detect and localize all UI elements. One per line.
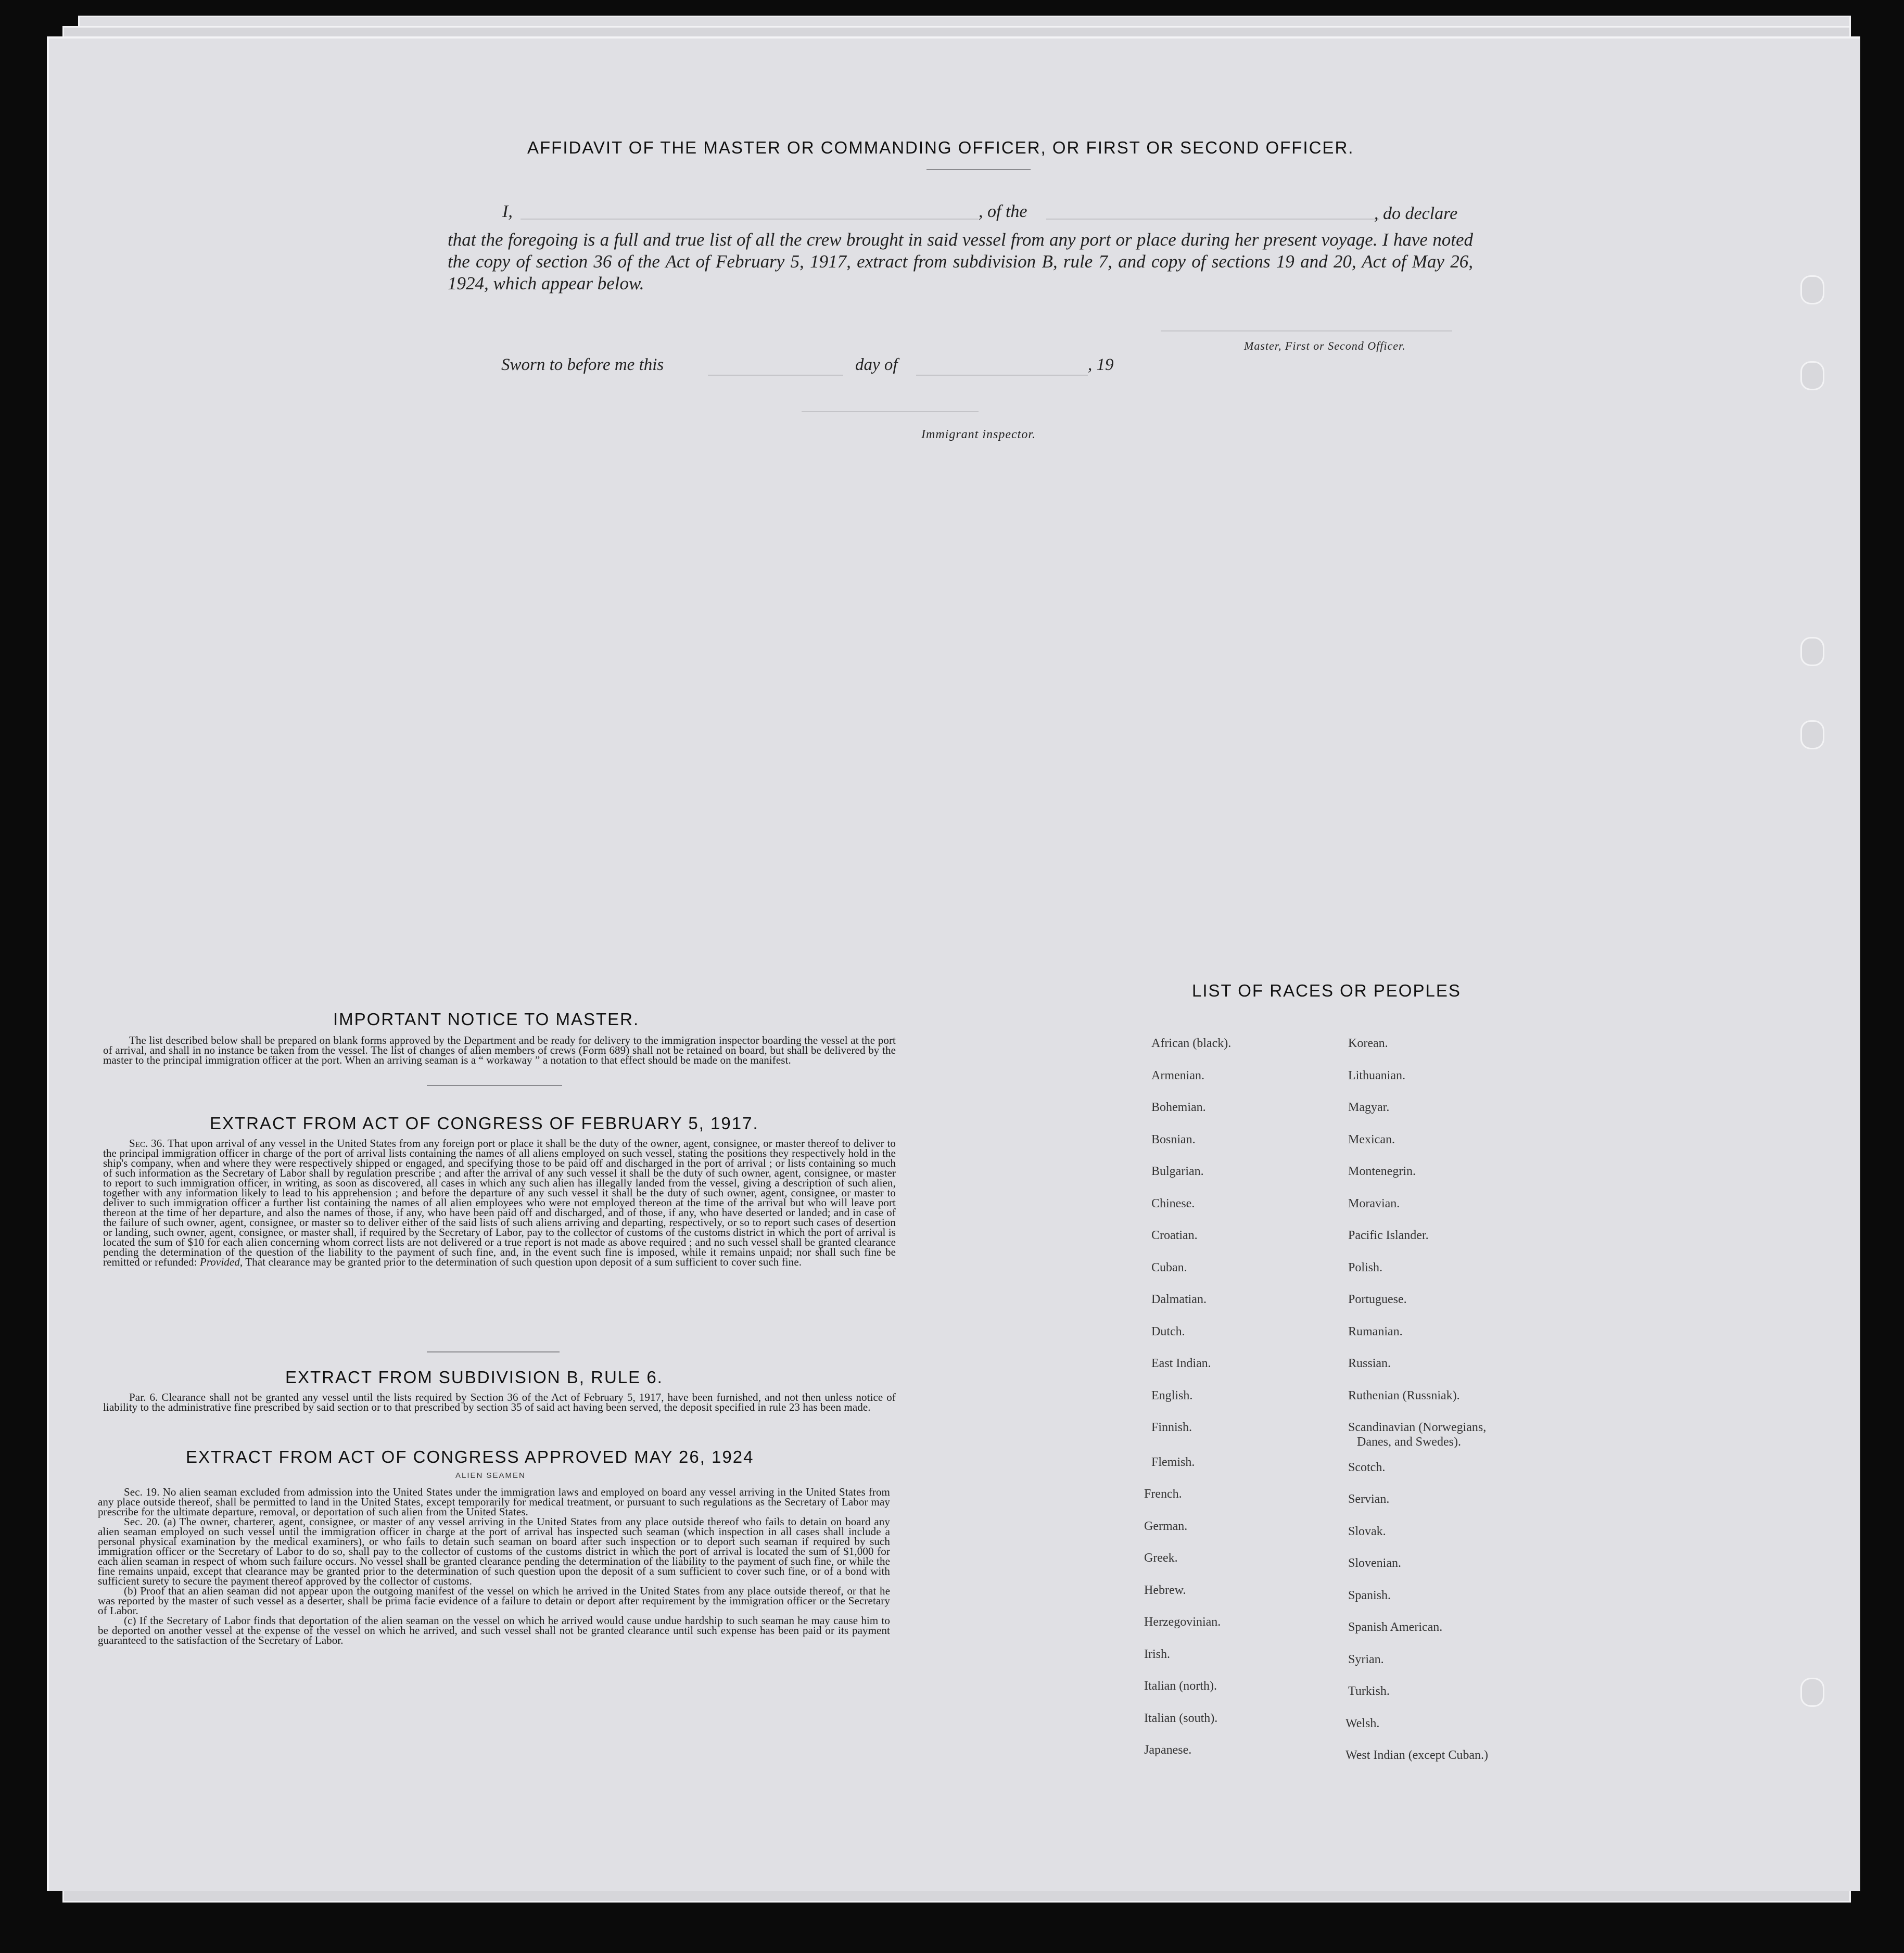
race-item: Korean. <box>1348 1037 1388 1050</box>
race-item: African (black). <box>1151 1037 1232 1050</box>
race-item: Lithuanian. <box>1348 1068 1405 1082</box>
race-item: Montenegrin. <box>1348 1165 1416 1178</box>
race-item: Herzegovinian. <box>1144 1615 1221 1629</box>
affidavit-body: that the foregoing is a full and true list of all the crew brought in said vessel from any port or place during her present voyage. I have noted the copy of section 36 of the Act of February 5, 1917, extract from subdivision B, rule 7, and copy of sections 19 and 20, Act of May 26, 1924, which appear below. <box>448 229 1473 293</box>
inspector-label: Immigrant inspector. <box>921 428 1036 441</box>
vessel-blank-line <box>1046 219 1379 220</box>
race-item: Scotch. <box>1348 1460 1386 1474</box>
race-item: Dutch. <box>1151 1324 1185 1338</box>
extract-1917-body <box>103 1139 896 1267</box>
section-19-text: Sec. 19. No alien seaman excluded from admission into the United States under the immigration laws and employed on board any vessel arriving in the United States from any place outside thereof, shall be permitted to land in the United States, except temporarily for medical treatment, or pursuant to such regulations as the Secretary of Labor may prescribe for the ultimate departure, removal, or deportation of such alien from the United States. <box>98 1486 890 1518</box>
master-signature-line <box>1161 330 1452 331</box>
alien-seamen-subtitle: ALIEN SEAMEN <box>455 1471 526 1480</box>
race-item: Portuguese. <box>1348 1293 1407 1306</box>
race-item: Syrian. <box>1348 1652 1384 1666</box>
punch-hole-icon <box>1800 720 1824 749</box>
race-item: Ruthenian (Russniak). <box>1348 1388 1460 1402</box>
race-item-continuation: Danes, and Swedes). <box>1357 1435 1461 1449</box>
race-item: English. <box>1151 1388 1193 1402</box>
punch-hole-icon <box>1800 361 1824 390</box>
races-title: LIST OF RACES OR PEOPLES <box>1192 981 1461 1000</box>
section-20c-text: (c) If the Secretary of Labor finds that deportation of the alien seaman on the vessel on which he arrived would cause undue hardship to such seaman he may cause him to be deported on another vessel at the expense of the vessel on which he arrived, and such vessel shall not be granted clearance until such expense has been paid or its payment guaranteed to the satisfaction of the Secretary of Labor. <box>98 1614 890 1646</box>
year-text: , 19 <box>1088 355 1114 374</box>
section-20a-text: Sec. 20. (a) The owner, charterer, agent, consignee, or master of any vessel arriving in the United States from any place outside thereof who fails to detain on board any alien seaman employed on such vessel until the immigration officer in charge at the port of arrival has inspected such seaman (which inspection in all cases shall include a personal physical examination by the medical examiners), or who fails to detain such seaman on board after such inspection or to deport such seaman if required by such immigration officer or the Secretary of Labor to do so, shall pay to the collector of customs of the customs district in which the port of arrival is located the sum of $1,000 for each alien seaman in respect of whom such failure occurs. No vessel shall be granted clearance pending the determination of the liability to the payment of such fine, or while the fine remains unpaid, except that clearance may be granted prior to the determination of such question upon the deposit of a sum sufficient to cover such fine, or of a bond with sufficient surety to secure the payment thereof approved by the collector of customs. <box>98 1515 890 1587</box>
race-item: Bulgarian. <box>1151 1165 1204 1178</box>
provided-word: Provided, <box>199 1256 243 1268</box>
rule6-title: EXTRACT FROM SUBDIVISION B, RULE 6. <box>285 1368 663 1387</box>
punch-hole-icon <box>1800 1678 1824 1707</box>
punch-hole-icon <box>1800 637 1824 666</box>
section-20b-text: (b) Proof that an alien seaman did not appear upon the outgoing manifest of the vessel on which he arrived in the United States from any place outside thereof, or that he was reported by the master of such vessel as a deserter, shall be prima facie evidence of a failure to detain or deport after requirement by the immigration officer or the Secretary of Labor. <box>98 1585 890 1617</box>
section-36-label: Sec. 36. <box>129 1137 165 1150</box>
affidavit-of-the: , of the <box>979 202 1027 221</box>
inspector-signature-line <box>802 411 979 412</box>
race-item: East Indian. <box>1151 1357 1211 1370</box>
race-item: Bohemian. <box>1151 1101 1206 1114</box>
extract-1924-body <box>98 1487 890 1645</box>
race-item: Rumanian. <box>1348 1324 1403 1338</box>
race-item: Bosnian. <box>1151 1132 1196 1146</box>
race-item: Spanish American. <box>1348 1620 1443 1634</box>
race-item: Cuban. <box>1151 1260 1187 1274</box>
affidavit-declare: , do declare <box>1374 204 1458 223</box>
month-blank-line <box>916 375 1088 376</box>
race-item: Moravian. <box>1348 1196 1400 1210</box>
day-blank-line <box>708 375 843 376</box>
race-item: French. <box>1144 1487 1182 1501</box>
race-item: Italian (north). <box>1144 1679 1217 1693</box>
race-item: Croatian. <box>1151 1229 1198 1242</box>
notice-body <box>103 1036 896 1065</box>
race-item: Welsh. <box>1346 1716 1380 1730</box>
race-item: West Indian (except Cuban.) <box>1346 1748 1488 1762</box>
name-blank-line <box>521 219 979 220</box>
punch-hole-icon <box>1800 275 1824 304</box>
extract-1924-title: EXTRACT FROM ACT OF CONGRESS APPROVED MAY 26, 1924 <box>186 1447 754 1466</box>
race-item: Italian (south). <box>1144 1711 1218 1725</box>
title-divider <box>926 169 1031 170</box>
notice-title: IMPORTANT NOTICE TO MASTER. <box>333 1010 640 1029</box>
race-item: Scandinavian (Norwegians, <box>1348 1421 1487 1434</box>
section-36-text: That upon arrival of any vessel in the United States from any foreign port or place it shall be the duty of the owner, agent, consignee, or master thereof to deliver to the principal immigration officer in charge of the port of arrival lists containing the names of all aliens employed on such vessel, stating the positions they respectively hold in the ship's company, when and where they were respectively shipped or engaged, and specifying those to be paid off and discharged in the port of arrival ; or lists containing so much of such information as the Secretary of Labor shall by regulation prescribe ; and after the arrival of any such vessel it shall be the duty of such owner, agent, consignee, or master to report to such immigration officer, in writing, as soon as discovered, all cases in which any such alien has illegally landed from the vessel, giving a description of such alien, together with any information likely to lead to his apprehension ; and before the departure of any such vessel it shall be the duty of such owner, agent, consignee, or master to deliver to such immigration officer a further list containing the names of all alien employees who were not employed thereon at the time of the arrival but who will leave port thereon at the time of her departure, and also the names of those, if any, who have been paid off and discharged, and of those, if any, who have deserted or landed; and in case of the failure of such owner, agent, consignee, or master so to deliver either of the said lists of such aliens arriving and departing, respectively, or so to report such cases of desertion or landing, such owner, agent, consignee, or master shall, if required by the Secretary of Labor, pay to the collector of customs of the customs district in which the port of arrival is located the sum of $10 for each alien concerning whom correct lists are not delivered or a true report is not made as above required ; and no such vessel shall be granted clearance pending the determination of the question of the liability to the payment of such fine, and, in the event such fine is imposed, while it remains unpaid; nor shall such fine be remitted or refunded: <box>103 1137 896 1268</box>
extract-1917-divider <box>427 1351 560 1352</box>
sworn-text: Sworn to before me this <box>501 355 664 374</box>
race-item: Armenian. <box>1151 1068 1204 1082</box>
race-item: Slovenian. <box>1348 1556 1401 1570</box>
section-36-text-end: That clearance may be granted prior to the determination of such question upon deposit of a sum sufficient to cover such fine. <box>243 1256 802 1268</box>
master-label: Master, First or Second Officer. <box>1244 339 1406 352</box>
race-item: Mexican. <box>1348 1132 1395 1146</box>
race-item: Irish. <box>1144 1647 1170 1661</box>
race-item: Polish. <box>1348 1260 1383 1274</box>
race-item: Spanish. <box>1348 1588 1391 1602</box>
notice-divider <box>427 1085 562 1086</box>
extract-1917-title: EXTRACT FROM ACT OF CONGRESS OF FEBRUARY 5, 1917. <box>210 1114 759 1133</box>
race-item: Servian. <box>1348 1492 1390 1506</box>
race-item: German. <box>1144 1519 1188 1533</box>
race-item: Russian. <box>1348 1357 1391 1370</box>
race-item: Pacific Islander. <box>1348 1229 1429 1242</box>
rule6-text: Par. 6. Clearance shall not be granted any vessel until the lists required by Section 36 of the Act of February 5, 1917, have been furnished, and not then unless notice of liability to the administrative fine prescribed by said section or to that prescribed by section 35 of said act having been served, the deposit specified in rule 23 has been made. <box>103 1391 896 1413</box>
race-item: Japanese. <box>1144 1743 1192 1757</box>
race-item: Magyar. <box>1348 1101 1390 1114</box>
race-item: Hebrew. <box>1144 1583 1186 1597</box>
notice-text: The list described below shall be prepared on blank forms approved by the Department and be ready for delivery to the immigration inspector boarding the vessel at the port of arrival, and shall in no instance be taken from the vessel. The list of changes of alien members of crews (Form 689) shall not be retained on board, but shall be delivered by the master to the principal immigration officer at the port. When an arriving seaman is a “ workaway ” a notation to that effect should be made on the manifest. <box>103 1034 896 1066</box>
race-item: Dalmatian. <box>1151 1293 1207 1306</box>
rule6-body <box>103 1393 896 1412</box>
affidavit-i: I, <box>502 202 513 221</box>
race-item: Flemish. <box>1151 1455 1195 1469</box>
race-item: Greek. <box>1144 1551 1178 1565</box>
race-item: Chinese. <box>1151 1196 1195 1210</box>
day-of-text: day of <box>855 355 898 374</box>
race-item: Turkish. <box>1348 1684 1390 1698</box>
race-item: Finnish. <box>1151 1421 1192 1434</box>
affidavit-title: AFFIDAVIT OF THE MASTER OR COMMANDING OFFICER, OR FIRST OR SECOND OFFICER. <box>527 138 1354 157</box>
race-item: Slovak. <box>1348 1524 1386 1538</box>
